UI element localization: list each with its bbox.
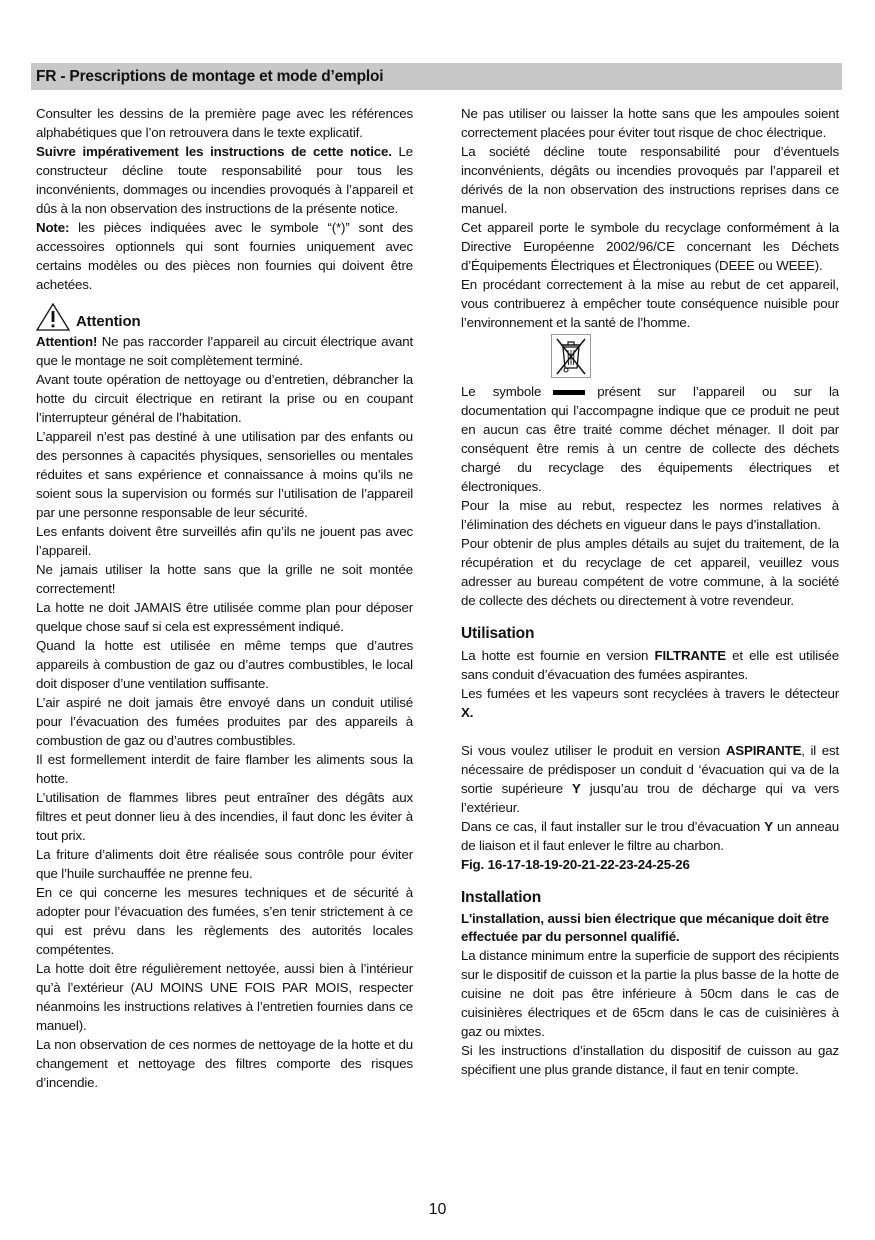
utilisation-text-3e: jusqu’au trou de décharge qui va vers l’extérieur.: [461, 781, 839, 815]
attention-label: Attention!: [36, 334, 98, 349]
outlet-y-label: Y: [572, 781, 581, 796]
attention-paragraph-14: La non observation de ces normes de nettoyage de la hotte et du changement et nettoyage des filtres comporte des risques d’incendie.: [36, 1037, 413, 1090]
aspirante-label: ASPIRANTE: [725, 743, 802, 758]
instructions-bold: Suivre impérativement les instructions de cette notice.: [36, 144, 392, 159]
utilisation-text-3c: , il est nécessaire de prédisposer un conduit d ‘évacuation qui va de la sortie supérieure: [461, 743, 840, 796]
attention-paragraph-2: Avant toute opération de nettoyage ou d’entretien, débrancher la hotte du circuit électrique en retirant la prise ou en coupant l’interrupteur général de l’habitation.: [36, 372, 413, 425]
left-column: [36, 104, 413, 1092]
warning-icon: [36, 303, 70, 331]
utilisation-paragraph-2: [461, 684, 839, 722]
attention-paragraph-3: L’appareil n’est pas destiné à une utilisation par des enfants ou des personnes à capacités physiques, sensorielles ou mentales réduites et sans expérience et connaissance à moins qu’ils ne soient sous la supervision ou formés sur l’utilisation de l’appareil par une personne responsable de leur sécurité.: [36, 429, 413, 520]
attention-title: Attention: [76, 313, 141, 330]
more-details-paragraph: Pour obtenir de plus amples détails au sujet du traitement, de la récupération et du recyclage de cet appareil, veuillez vous adresser au bureau compétent de votre commune, à la société de collecte des déchets ou directement à votre revendeur.: [461, 536, 839, 608]
black-bar-symbol: [553, 390, 585, 395]
utilisation-paragraph-4: [461, 817, 839, 855]
page-header-title: FR - Prescriptions de montage et mode d’emploi: [36, 68, 384, 85]
attention-paragraph-5: Ne jamais utiliser la hotte sans que la grille ne soit montée correctement!: [36, 562, 413, 596]
right-column: [461, 104, 839, 1079]
liability-paragraph: La société décline toute responsabilité pour d’éventuels inconvénients, dégâts ou incendies provoqués par l’appareil et dérivés de la non observation des instructions reprises dans ce manuel.: [461, 144, 839, 216]
weee-symbol-row: [461, 332, 839, 382]
utilisation-text-1a: La hotte est fournie en version: [461, 648, 655, 663]
utilisation-text-4a: Dans ce cas, il faut installer sur le trou d’évacuation: [461, 819, 765, 834]
utilisation-text-4c: un anneau de liaison et il faut enlever le filtre au charbon.: [461, 819, 839, 853]
note-label: Note:: [36, 220, 70, 235]
attention-heading: [36, 303, 413, 331]
installation-paragraph-1: L'installation, aussi bien électrique que mécanique doit être effectuée par du personnel qualifié.: [461, 911, 829, 944]
utilisation-paragraph-1: [461, 646, 839, 684]
figure-reference: Fig. 16-17-18-19-20-21-22-23-24-25-26: [461, 857, 690, 872]
utilisation-text-1c: et elle est utilisée sans conduit d’évacuation des fumées aspirantes.: [461, 648, 839, 682]
crossed-bin-icon: [551, 334, 591, 383]
symbol-paragraph: [461, 382, 839, 496]
instructions-paragraph: [36, 142, 413, 218]
attention-paragraph-6: La hotte ne doit JAMAIS être utilisée comme plan pour déposer quelque chose sauf si cela est expressément indiqué.: [36, 600, 413, 634]
attention-paragraph-1: [36, 332, 413, 370]
attention-paragraph-8: L’air aspiré ne doit jamais être envoyé dans un conduit utilisé pour l’évacuation des fumées produites par des appareils à combustion de gaz ou d’autres combustibles.: [36, 695, 413, 748]
page-number: 10: [428, 1201, 447, 1218]
installation-title: Installation: [461, 889, 542, 906]
attention-paragraph-4: Les enfants doivent être surveillés afin qu’ils ne jouent pas avec l’appareil.: [36, 524, 413, 558]
symbol-text-rest: présent sur l’appareil ou sur la documentation qui l’accompagne indique que ce produit ne peut en aucun cas être traité comme déchet ménager. Il doit par conséquent être remis à un centre de collecte des déchets chargé du recyclage des équipements électriques et électroniques.: [461, 384, 840, 494]
note-paragraph: [36, 218, 413, 294]
utilisation-title: Utilisation: [461, 625, 535, 642]
country-rules-paragraph: Pour la mise au rebut, respectez les normes relatives à l’élimination des déchets en vigueur dans le pays d’installation.: [461, 498, 839, 532]
spacer: [461, 722, 839, 741]
attention-paragraph-12: En ce qui concerne les mesures techniques et de sécurité à adopter pour l’évacuation des fumées, s’en tenir strictement à ce qui est prévu dans les règlements des autorités locales compétentes.: [36, 885, 413, 957]
recycling-paragraph: Cet appareil porte le symbole du recyclage conformément à la Directive Européenne 2002/96/CE concernant les Déchets d’Équipements Électriques et Électroniques (DEEE ou WEEE).: [461, 220, 839, 273]
installation-paragraph-3: Si les instructions d’installation du dispositif de cuisson au gaz spécifient une plus grande distance, il faut en tenir compte.: [461, 1043, 839, 1077]
instructions-text: Le constructeur décline toute responsabilité pour tous les inconvénients, dommages ou incendies provoqués à l’appareil et dûs à la non observation des instructions de la présente notice.: [36, 144, 413, 216]
attention-paragraph-10: L’utilisation de flammes libres peut entraîner des dégâts aux filtres et peut donner lieu à des incendies, il faut donc les éviter à tout prix.: [36, 790, 413, 843]
utilisation-paragraph-3: [461, 741, 839, 817]
note-text: les pièces indiquées avec le symbole “(*)” sont des accessoires optionnels qui sont fournies uniquement avec certains modèles ou des pièces non fournies qui doivent être achetées.: [36, 220, 413, 292]
attention-paragraph-7: Quand la hotte est utilisée en même temps que d’autres appareils à combustion de gaz ou d’autres combustibles, le local doit disposer d’une ventilation suffisante.: [36, 638, 413, 691]
detector-x-label: X.: [461, 705, 474, 720]
attention-paragraph-11: La friture d’aliments doit être réalisée sous contrôle pour éviter que l’huile surchauffée ne prenne feu.: [36, 847, 413, 881]
symbol-text-start: Le symbole: [461, 384, 542, 399]
attention-paragraph-13: La hotte doit être régulièrement nettoyée, aussi bien à l’intérieur qu’à l’extérieur (AU MOINS UNE FOIS PAR MOIS, respecter néanmoins les instructions relatives à l’entretien fournies dans ce manuel).: [36, 961, 413, 1033]
bulb-warning-paragraph: Ne pas utiliser ou laisser la hotte sans que les ampoules soient correctement placées pour éviter tout risque de choc électrique.: [461, 106, 839, 140]
attention-text-1: Ne pas raccorder l’appareil au circuit électrique avant que le montage ne soit complètement terminé.: [36, 334, 413, 368]
installation-paragraph-2: La distance minimum entre la superficie de support des récipients sur le dispositif de cuisson et la partie la plus basse de la hotte de cuisine ne doit pas être inférieure à 50cm dans le cas de cuisinières électriques et de 65cm dans le cas de cuisinières à gaz ou mixtes.: [461, 948, 839, 1039]
attention-paragraph-9: Il est formellement interdit de faire flamber les aliments sous la hotte.: [36, 752, 413, 786]
outlet-y-label-2: Y: [764, 819, 773, 834]
page-header: [31, 63, 842, 90]
disposal-paragraph: En procédant correctement à la mise au rebut de cet appareil, vous contribuerez à empêcher toute conséquence nuisible pour l’environnement et la santé de l’homme.: [461, 277, 839, 330]
filtrante-label: FILTRANTE: [654, 648, 726, 663]
utilisation-text-2a: Les fumées et les vapeurs sont recyclées à travers le détecteur: [461, 686, 839, 701]
utilisation-text-3a: Si vous voulez utiliser le produit en version: [461, 743, 726, 758]
intro-paragraph: Consulter les dessins de la première page avec les références alphabétiques que l’on retrouvera dans le texte explicatif.: [36, 106, 413, 140]
